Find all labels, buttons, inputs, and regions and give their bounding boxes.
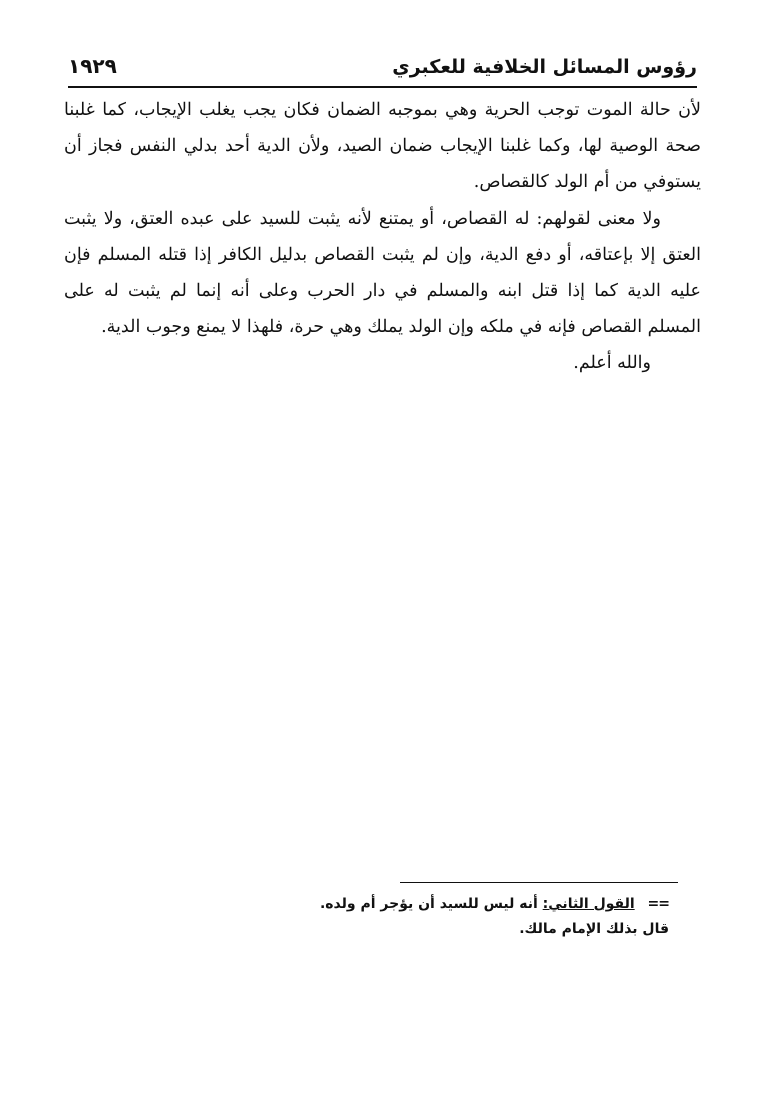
closing-phrase: والله أعلم.: [573, 353, 651, 374]
running-title: رؤوس المسائل الخلافية للعكبري: [392, 56, 697, 78]
footnote-divider: [400, 882, 678, 883]
footnote-label: القول الثاني:: [542, 896, 635, 912]
paragraph-1: لأن حالة الموت توجب الحرية وهي بموجبه الضمان فكان يجب يغلب الإيجاب، كما غلبنا صحة الوصية لها، وكما غلبنا الإيجاب ضمان الصيد، ولأن الدية أحد بدلي النفس فجاز أن يستوفي من أم الولد كالقصاص.: [64, 100, 701, 193]
footnote-line-2: قال بذلك الإمام مالك.: [519, 921, 669, 937]
main-text: [64, 92, 701, 382]
page-header: [68, 52, 697, 88]
footnote-continuation-mark: ==: [647, 896, 669, 912]
footnote-line-1: [120, 892, 669, 917]
page-number: ١٩٢٩: [68, 54, 117, 78]
paragraph-2: ولا معنى لقولهم: له القصاص، أو يمتنع لأنه يثبت للسيد على عبده العتق، ولا يثبت العتق إلا بإعتاقه، أو دفع الدية، وإن لم يثبت القصاص بدليل الكافر إذا قتله المسلم فإن عليه الدية كما إذا قتل ابنه والمسلم في دار الحرب وعلى أنه إنما لم يثبت له على المسلم القصاص فإنه في ملكه وإن الولد يملك وهي حرة، فلهذا لا يمنع وجوب الدية.: [64, 208, 701, 338]
footnotes: [120, 892, 669, 942]
footnote-text-1: أنه ليس للسيد أن يؤجر أم ولده.: [319, 896, 538, 912]
